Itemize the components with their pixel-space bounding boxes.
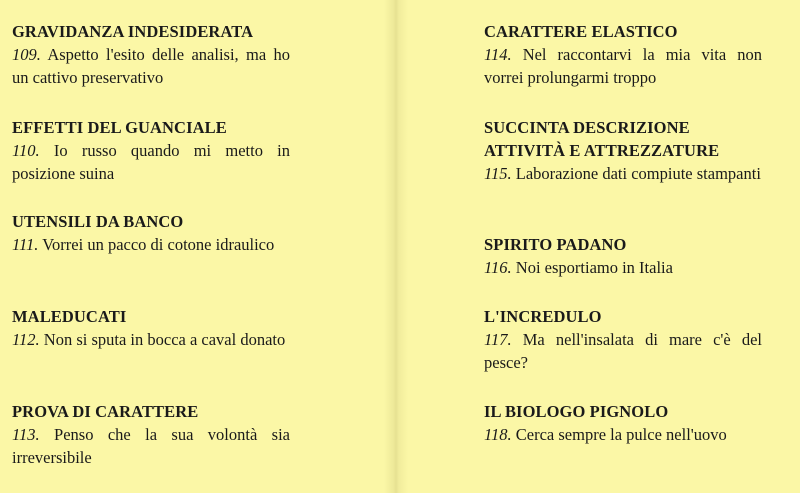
- entry-title: EFFETTI DEL GUANCIALE: [12, 118, 227, 137]
- entry-title: GRAVIDANZA INDESIDERATA: [12, 22, 254, 41]
- entry-text: Cerca sempre la pulce nell'uovo: [515, 425, 727, 444]
- entry-body: [12, 233, 290, 256]
- entry-118: [484, 400, 762, 446]
- entry-text: Noi esportiamo in Italia: [515, 258, 673, 277]
- entry-title: SUCCINTA DESCRIZIONE ATTIVITÀ E ATTREZZATURE: [484, 118, 720, 160]
- entry-title: CARATTERE ELASTICO: [484, 22, 678, 41]
- entry-body: [12, 43, 290, 89]
- entry-body: [484, 423, 762, 446]
- entry-117: [484, 305, 762, 374]
- entry-body: [12, 139, 290, 185]
- entry-title: SPIRITO PADANO: [484, 235, 627, 254]
- left-page: [0, 0, 392, 493]
- entry-text: Vorrei un pacco di cotone idraulico: [42, 235, 275, 254]
- entry-title: UTENSILI DA BANCO: [12, 212, 184, 231]
- entry-number: 112.: [12, 330, 40, 349]
- entry-number: 109.: [12, 45, 41, 64]
- entry-110: [12, 116, 290, 185]
- entry-number: 114.: [484, 45, 512, 64]
- entry-text: Io russo quando mi metto in posizione suina: [12, 141, 291, 183]
- entry-text: Penso che la sua volontà sia irreversibile: [12, 425, 291, 467]
- entry-111: [12, 210, 290, 256]
- entry-109: [12, 20, 290, 89]
- entry-number: 117.: [484, 330, 512, 349]
- entry-title: L'INCREDULO: [484, 307, 602, 326]
- entry-number: 118.: [484, 425, 512, 444]
- entry-body: [12, 328, 290, 351]
- entry-text: Non si sputa in bocca a caval donato: [43, 330, 286, 349]
- entry-text: Laborazione dati compiute stampanti: [515, 164, 761, 183]
- entry-title: PROVA DI CARATTERE: [12, 402, 199, 421]
- entry-title: MALEDUCATI: [12, 307, 127, 326]
- entry-body: [484, 328, 762, 374]
- entry-text: Ma nell'insalata di mare c'è del pesce?: [484, 330, 762, 372]
- entry-text: Nel raccontarvi la mia vita non vorrei prolungarmi troppo: [484, 45, 762, 87]
- entry-116: [484, 233, 762, 279]
- entry-body: [484, 162, 762, 185]
- entry-113: [12, 400, 290, 469]
- entry-body: [484, 256, 762, 279]
- entry-number: 113.: [12, 425, 40, 444]
- entry-body: [12, 423, 290, 469]
- entry-title: IL BIOLOGO PIGNOLO: [484, 402, 669, 421]
- entry-number: 111.: [12, 235, 39, 254]
- entry-114: [484, 20, 762, 89]
- entry-number: 116.: [484, 258, 512, 277]
- entry-number: 115.: [484, 164, 512, 183]
- entry-text: Aspetto l'esito delle analisi, ma ho un cattivo preservativo: [12, 45, 290, 87]
- entry-115: [484, 116, 762, 185]
- entry-body: [484, 43, 762, 89]
- entry-number: 110.: [12, 141, 40, 160]
- right-page: [392, 0, 800, 493]
- entry-112: [12, 305, 290, 351]
